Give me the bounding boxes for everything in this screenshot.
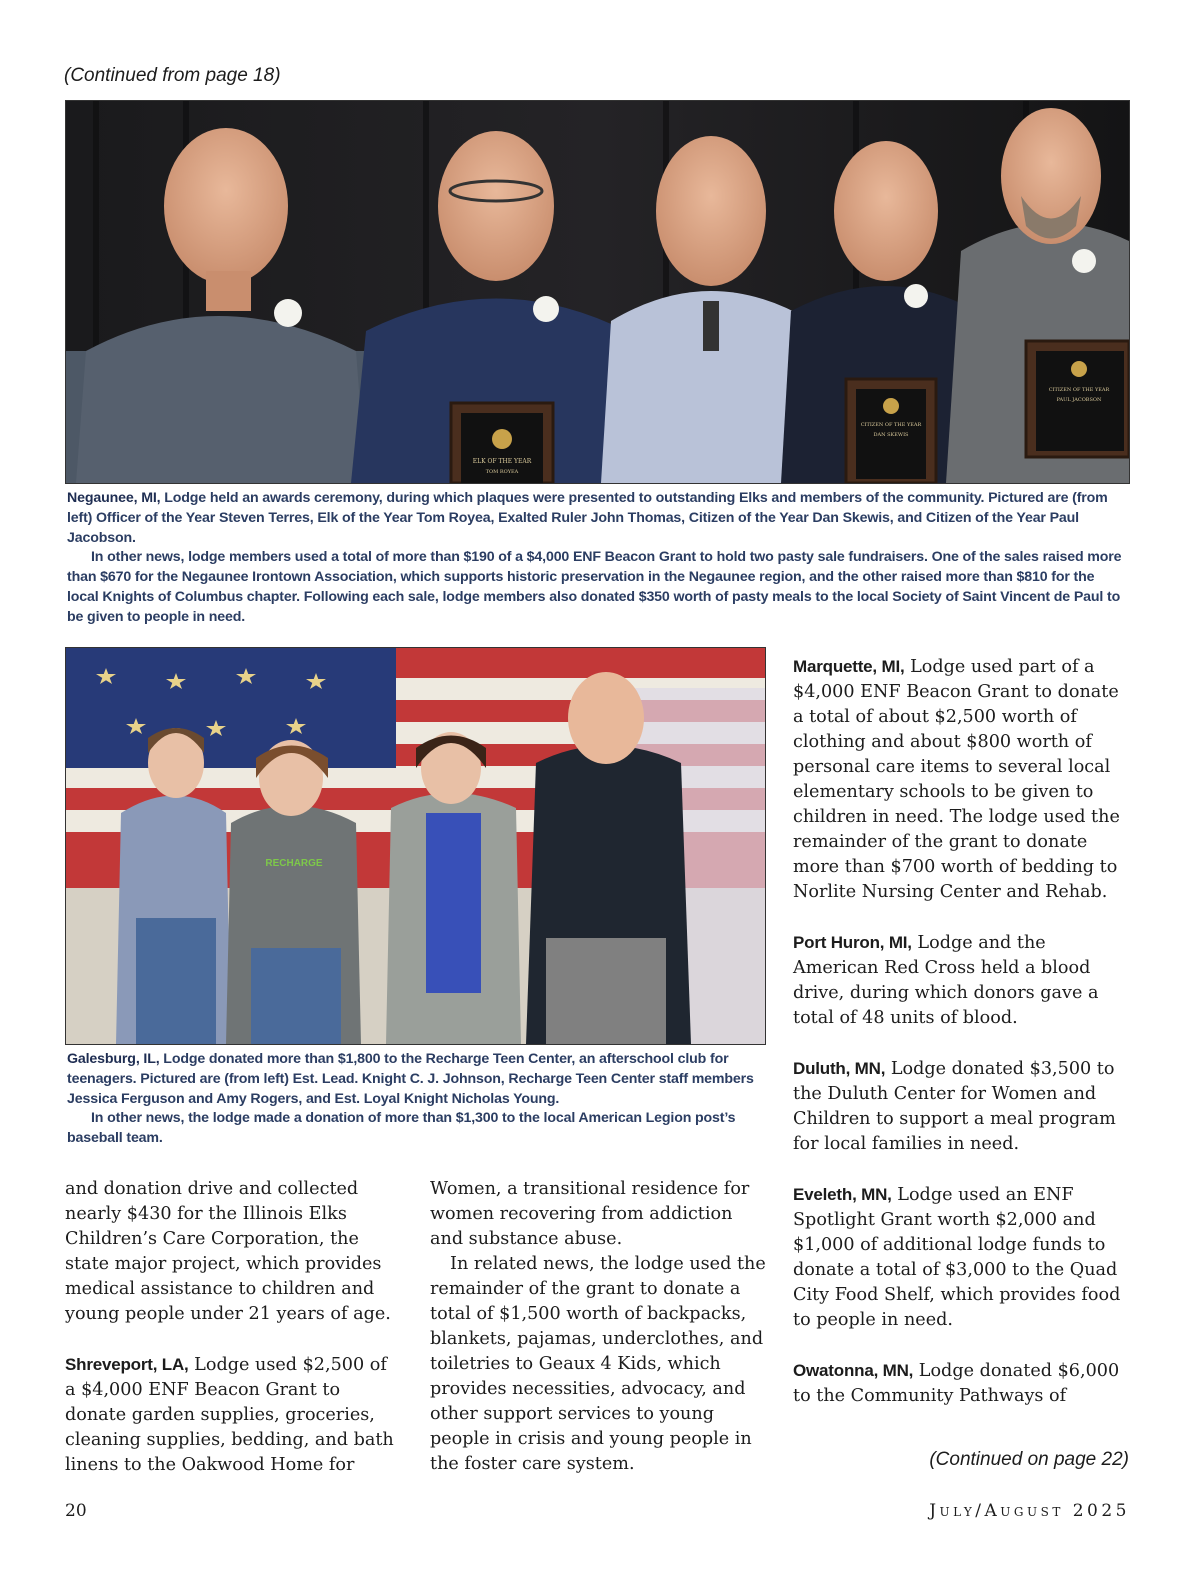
geaux-4-kids-paragraph: In related news, the lodge used the remainder of the grant to donate a total of $1,500 worth of backpacks, blankets, pajamas, underclothes, and toiletries to Geaux 4 Kids, which provides necessities, advocacy, and other support services to young people in crisis and young people in the foster care system.	[430, 1254, 766, 1474]
eveleth-text: Lodge used an ENF Spotlight Grant worth $2,000 and $1,000 of additional lodge funds to donate a total of $3,000 to the Quad City Food Shelf, which provides food to people in need.	[793, 1185, 1121, 1330]
galesburg-caption-lead: Galesburg, IL,	[67, 1051, 160, 1067]
plaque-elk-title: ELK OF THE YEAR	[472, 458, 532, 465]
article-column-1	[65, 1177, 399, 1478]
negaunee-caption-other-news: In other news, lodge members used a total of more than $190 of a $4,000 ENF Beacon Grant to hold two pasty sale fundraisers. One of the sales raised more than $670 for the Negaunee Irontown Association, which supports historic preservation in the Negaunee region, and the other raised more than $810 for the local Knights of Columbus chapter. Following each sale, lodge members also donated $350 worth of pasty meals to the local Society of Saint Vincent de Paul to be given to people in need.	[67, 549, 1122, 625]
galesburg-caption	[67, 1050, 762, 1149]
page-number: 20	[65, 1501, 87, 1521]
negaunee-caption	[67, 489, 1127, 628]
plaque-paul-name: PAUL JACOBSON	[1056, 397, 1102, 403]
shreveport-text: Lodge used $2,500 of a $4,000 ENF Beacon Grant to donate garden supplies, groceries, cleaning supplies, bedding, and bath linens to the Oakwood Home for	[65, 1355, 394, 1475]
plaque-paul-title: CITIZEN OF THE YEAR	[1048, 387, 1110, 393]
port-huron-text: Lodge and the American Red Cross held a blood drive, during which donors gave a total of 48 units of blood.	[793, 933, 1099, 1028]
plaque-dan-name: DAN SKEWIS	[873, 432, 909, 438]
recharge-shirt-text: RECHARGE	[265, 858, 323, 869]
duluth-text: Lodge donated $3,500 to the Duluth Center for Women and Children to support a meal program for local families in need.	[793, 1059, 1116, 1154]
article-column-3	[793, 654, 1127, 1409]
marquette-text: Lodge used part of a $4,000 ENF Beacon Grant to donate a total of about $2,500 worth of clothing and about $800 worth of personal care items to several local elementary schools to be given to children in need. The lodge used the remainder of the grant to donate more than $700 worth of bedding to Norlite Nursing Center and Rehab.	[793, 657, 1120, 902]
owatonna-lead: Owatonna, MN,	[793, 1361, 914, 1380]
duluth-lead: Duluth, MN,	[793, 1059, 886, 1078]
oakwood-home-paragraph: Women, a transitional residence for women recovering from addiction and substance abuse.	[430, 1179, 750, 1249]
issue-date: July/August 2025	[929, 1501, 1130, 1521]
negaunee-award-photo	[65, 100, 1130, 484]
galesburg-caption-text: Lodge donated more than $1,800 to the Recharge Teen Center, an afterschool club for teenagers. Pictured are (from left) Est. Lead. Knight C. J. Johnson, Recharge Teen Center staff members Jessica Ferguson and Amy Rogers, and Est. Loyal Knight Nicholas Young.	[67, 1051, 754, 1107]
negaunee-caption-lead: Negaunee, MI,	[67, 490, 161, 506]
galesburg-caption-other-news: In other news, the lodge made a donation of more than $1,300 to the local American Legion post’s baseball team.	[67, 1110, 736, 1147]
negaunee-caption-text: Lodge held an awards ceremony, during which plaques were presented to outstanding Elks and members of the community. Pictured are (from left) Officer of the Year Steven Terres, Elk of the Year Tom Royea, Exalted Ruler John Thomas, Citizen of the Year Dan Skewis, and Citizen of the Year Paul Jacobson.	[67, 490, 1108, 546]
plaque-dan-title: CITIZEN OF THE YEAR	[860, 422, 922, 428]
plaque-elk-name: TOM ROYEA	[485, 469, 519, 475]
article-column-2	[430, 1177, 770, 1477]
continued-from-label: (Continued from page 18)	[64, 65, 281, 86]
galesburg-donation-photo	[65, 647, 766, 1045]
illinois-elks-paragraph: and donation drive and collected nearly $430 for the Illinois Elks Children’s Care Corporation, the state major project, which provides medical assistance to children and young people under 21 years of age.	[65, 1179, 391, 1324]
marquette-lead: Marquette, MI,	[793, 657, 905, 676]
shreveport-lead: Shreveport, LA,	[65, 1355, 189, 1374]
owatonna-text: Lodge donated $6,000 to the Community Pathways of	[793, 1361, 1120, 1406]
port-huron-lead: Port Huron, MI,	[793, 933, 912, 952]
continued-on-label: (Continued on page 22)	[929, 1449, 1129, 1470]
eveleth-lead: Eveleth, MN,	[793, 1185, 892, 1204]
